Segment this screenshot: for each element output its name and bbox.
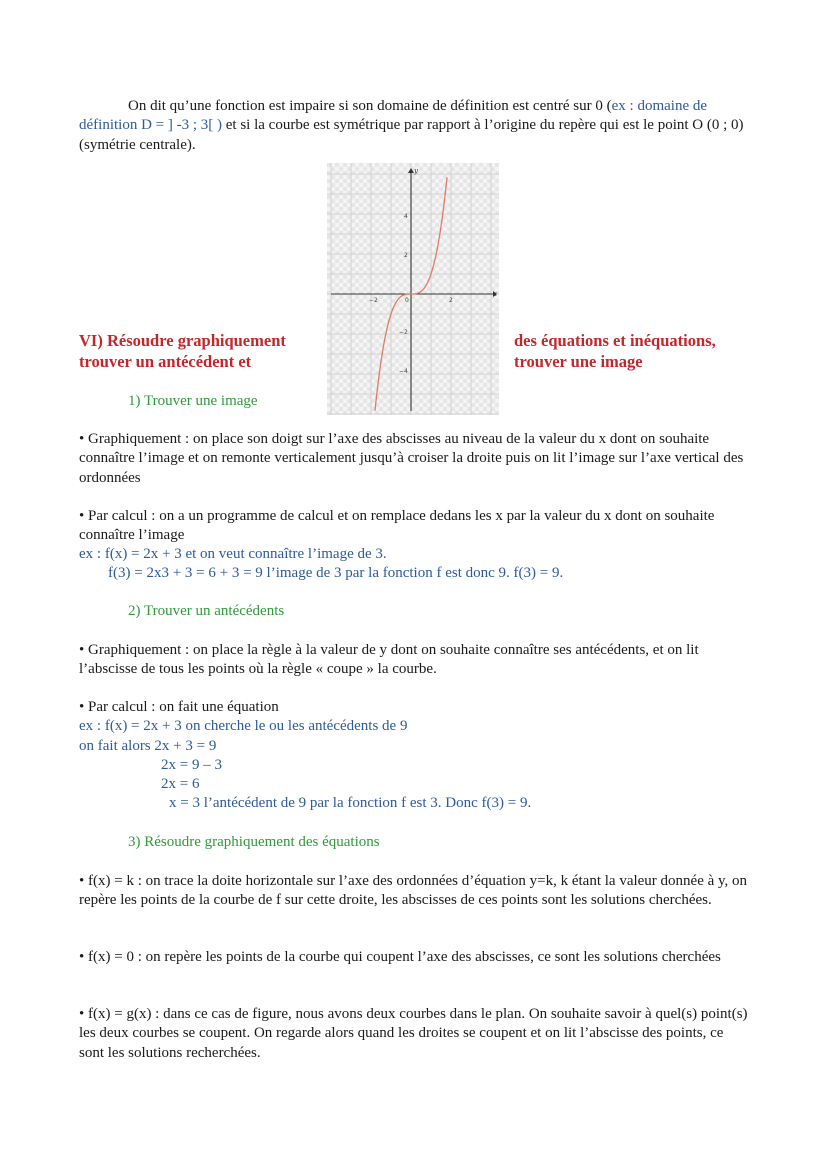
sub3-item-fx-equals-0: • f(x) = 0 : on repère les points de la courbe qui coupent l’axe des abscisses, ce sont les solutions cherchées [79,949,721,965]
x-tick-minus2: −2 [369,297,378,304]
intro-part1: On dit qu’une fonction est impaire si son domaine de définition est centré sur 0 ( [128,98,612,114]
x-axis-label: x [493,290,497,298]
sub1-heading: 1) Trouver une image [128,393,258,409]
odd-function-graph [327,163,499,415]
sub1-calc-text: • Par calcul : on a un programme de calcul et on remplace dedans les x par la valeur du x dont on souhaite connaître l’image [79,508,715,544]
intro-example-ex: ex : [611,98,634,114]
y-tick-minus2: −2 [399,329,408,336]
sub1-example-line1: ex : f(x) = 2x + 3 et on veut connaître l’image de 3. [79,546,387,562]
intro-example-domain: domaine de définition D = ] -3 ; 3[ ) [79,98,708,134]
graph-background [327,163,499,415]
y-tick-4: 4 [404,213,408,220]
y-tick-2: 2 [404,252,408,259]
sub2-graph-text: • Graphiquement : on place la règle à la valeur de y dont on souhaite connaître ses antécédents, et on lit l’abscisse de tous les points où la règle « coupe » la courbe. [79,642,699,678]
intro-part2: et si la courbe est symétrique par rapport à l’origine du repère qui est le point O (0 ; 0) (symétrie centrale). [79,117,744,153]
sub1-graph-text: • Graphiquement : on place son doigt sur l’axe des abscisses au niveau de la valeur du x dont on souhaite connaître l’image et on remonte verticalement jusqu’à croiser la droite puis on lit l’image sur l’axe vertical des ordonnées [79,431,744,486]
sub3-item-fx-equals-k: • f(x) = k : on trace la doite horizontale sur l’axe des ordonnées d’équation y=k, k étant la valeur donnée à y, on repère les points de la courbe de f sur cette droite, les abscisses de ces points sont les solutions cherchées. [79,873,748,909]
sub2-example-line5: x = 3 l’antécédent de 9 par la fonction f est 3. Donc f(3) = 9. [169,795,532,811]
intro-paragraph [79,97,751,155]
section-title-right-2: trouver une image [514,352,643,371]
sub3-item-fx-equals-gx: • f(x) = g(x) : dans ce cas de figure, nous avons deux courbes dans le plan. On souhaite savoir à quel(s) point(s) les deux courbes se coupent. On regarde alors quand les droites se coupent et on lit l’abscisse des points, ce sont les solutions recherchées. [79,1006,748,1061]
section-title-left-1: VI) Résoudre graphiquement [79,331,286,350]
sub2-calc-text: • Par calcul : on fait une équation [79,699,279,715]
sub2-example-line3: 2x = 9 – 3 [161,757,222,773]
sub1-example-line2-blue: f(3) = 2x3 + 3 = 6 + 3 = 9 l’image de 3 par la fonction f est donc 9. [108,565,510,581]
y-axis-label: y [414,167,418,175]
section-title-right-1: des équations et inéquations, [514,331,716,350]
sub2-example-line2: on fait alors 2x + 3 = 9 [79,738,217,754]
sub3-heading: 3) Résoudre graphiquement des équations [128,834,380,850]
section-title-left-2: trouver un antécédent et [79,352,252,371]
x-tick-0: 0 [405,297,409,304]
sub2-example-line1: ex : f(x) = 2x + 3 on cherche le ou les antécédents de 9 [79,718,408,734]
x-tick-2: 2 [449,297,453,304]
sub2-heading: 2) Trouver un antécédents [128,603,285,619]
y-tick-minus4: −4 [399,368,408,375]
sub1-example-line2-end: f(3) = 9. [509,565,564,581]
sub2-example-line4: 2x = 6 [161,776,200,792]
sub1-example-line2 [108,564,563,583]
